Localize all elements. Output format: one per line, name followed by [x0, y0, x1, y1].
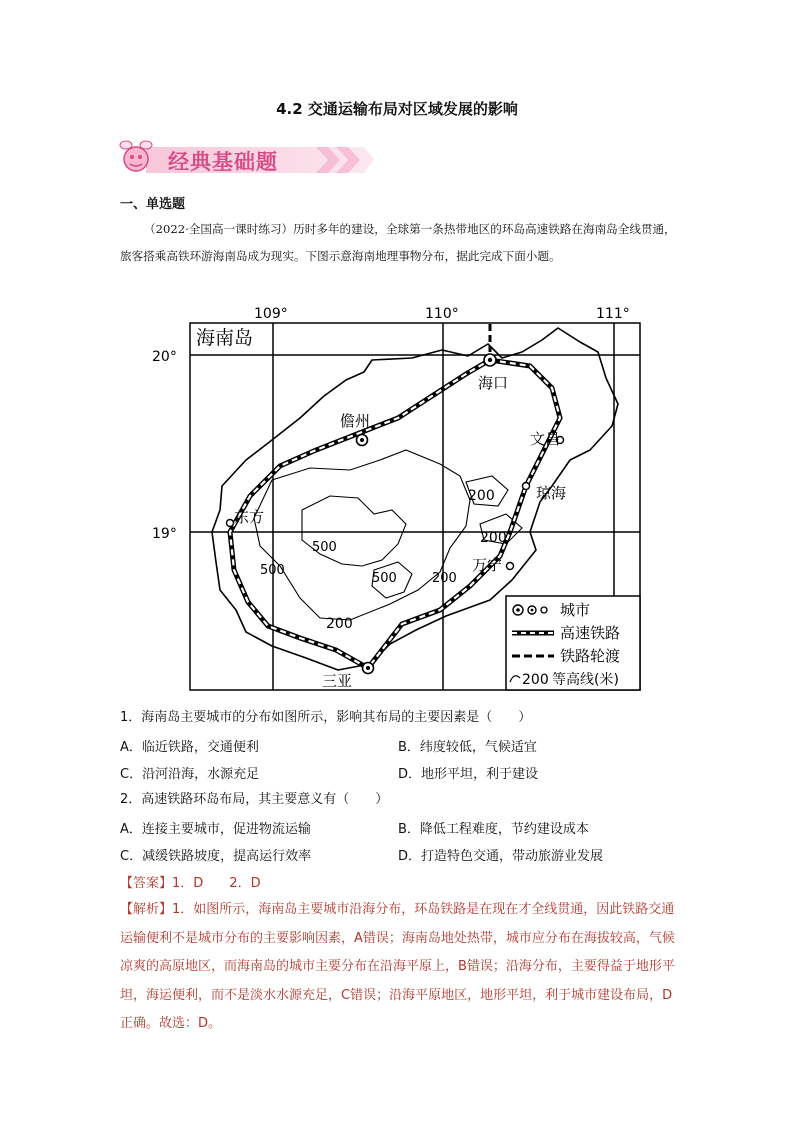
option-1a[interactable]: A．临近铁路，交通便利	[120, 740, 259, 755]
lat-label: 19°	[152, 526, 177, 542]
answer-label: 【答案】	[120, 876, 173, 891]
contour-label: 500	[372, 571, 397, 586]
banner-label: 经典基础题	[168, 150, 278, 174]
option-2b[interactable]: B．降低工程难度，节约建设成本	[398, 822, 589, 837]
city-wenchang	[530, 430, 564, 448]
legend-ferry: 铁路轮渡	[560, 647, 621, 665]
section-banner	[116, 135, 376, 183]
question-2: 2．高速铁路环岛布局，其主要意义有（ ）	[120, 792, 389, 807]
legend-rail: 高速铁路	[560, 624, 621, 642]
hainan-map	[150, 300, 650, 696]
contour-label: 500	[312, 540, 337, 555]
map-legend	[506, 596, 640, 690]
option-2a[interactable]: A．连接主要城市，促进物流运输	[120, 822, 311, 837]
lon-label: 110°	[425, 306, 459, 322]
svg-text:海口: 海口	[478, 374, 509, 392]
lon-label: 111°	[596, 306, 630, 322]
stem-text: （2022·全国高一课时练习）历时多年的建设，全球第一条热带地区的环岛高速铁路在海南岛全线贯通，旅客搭乘高铁环游海南岛成为现实。下图示意海南地理事物分布，据此完成下面小题。	[120, 222, 676, 263]
lon-label: 109°	[254, 306, 288, 322]
answer-line	[120, 872, 261, 891]
question-stem	[120, 216, 676, 270]
svg-text:万宁: 万宁	[472, 556, 503, 574]
lat-label: 20°	[152, 349, 177, 365]
svg-text:东方: 东方	[234, 508, 265, 526]
option-2d[interactable]: D．打造特色交通，带动旅游业发展	[398, 849, 604, 864]
answer-text: 1．D 2．D	[172, 876, 261, 891]
option-1c[interactable]: C．沿河沿海，水源充足	[120, 767, 260, 782]
page-title: 4.2 交通运输布局对区域发展的影响	[276, 100, 518, 118]
explanation-label: 【解析】	[120, 902, 173, 917]
island-name: 海南岛	[196, 327, 254, 349]
svg-text:儋州: 儋州	[340, 412, 371, 430]
contour-label: 200	[326, 616, 353, 632]
contour-label: 200	[468, 488, 495, 504]
explanation	[120, 896, 676, 1039]
bee-icon	[124, 147, 148, 171]
svg-text:三亚: 三亚	[322, 672, 353, 690]
option-1b[interactable]: B．纬度较低，气候适宜	[398, 740, 537, 755]
contour-label: 200	[480, 530, 507, 546]
svg-text:琼海: 琼海	[536, 484, 567, 502]
svg-text:文昌: 文昌	[530, 430, 561, 448]
contour-label: 200	[432, 571, 457, 586]
explanation-text: 1．如图所示，海南岛主要城市沿海分布，环岛铁路是在现在才全线贯通，因此铁路交通运输便利不是城市分布的主要影响因素，A错误；海南岛地处热带，城市应分布在海拔较高，气候凉爽的高原地区，而海南岛的城市主要分布在沿海平原上，B错误；沿海分布，主要得益于地形平坦，海运便利，而不是淡水水源充足，C错误；沿海平原地区，地形平坦，利于城市建设布局，D正确。故选：D。	[120, 902, 675, 1031]
question-1: 1．海南岛主要城市的分布如图所示，影响其布局的主要因素是（ ）	[120, 710, 532, 725]
legend-contour-value: 200	[522, 672, 549, 688]
legend-contour: 等高线(米)	[552, 672, 619, 688]
legend-city: 城市	[560, 601, 591, 619]
option-1d[interactable]: D．地形平坦，利于建设	[398, 767, 539, 782]
contour-label: 500	[260, 563, 285, 578]
option-2c[interactable]: C．减缓铁路坡度，提高运行效率	[120, 849, 312, 864]
section-heading: 一、单选题	[120, 197, 186, 212]
